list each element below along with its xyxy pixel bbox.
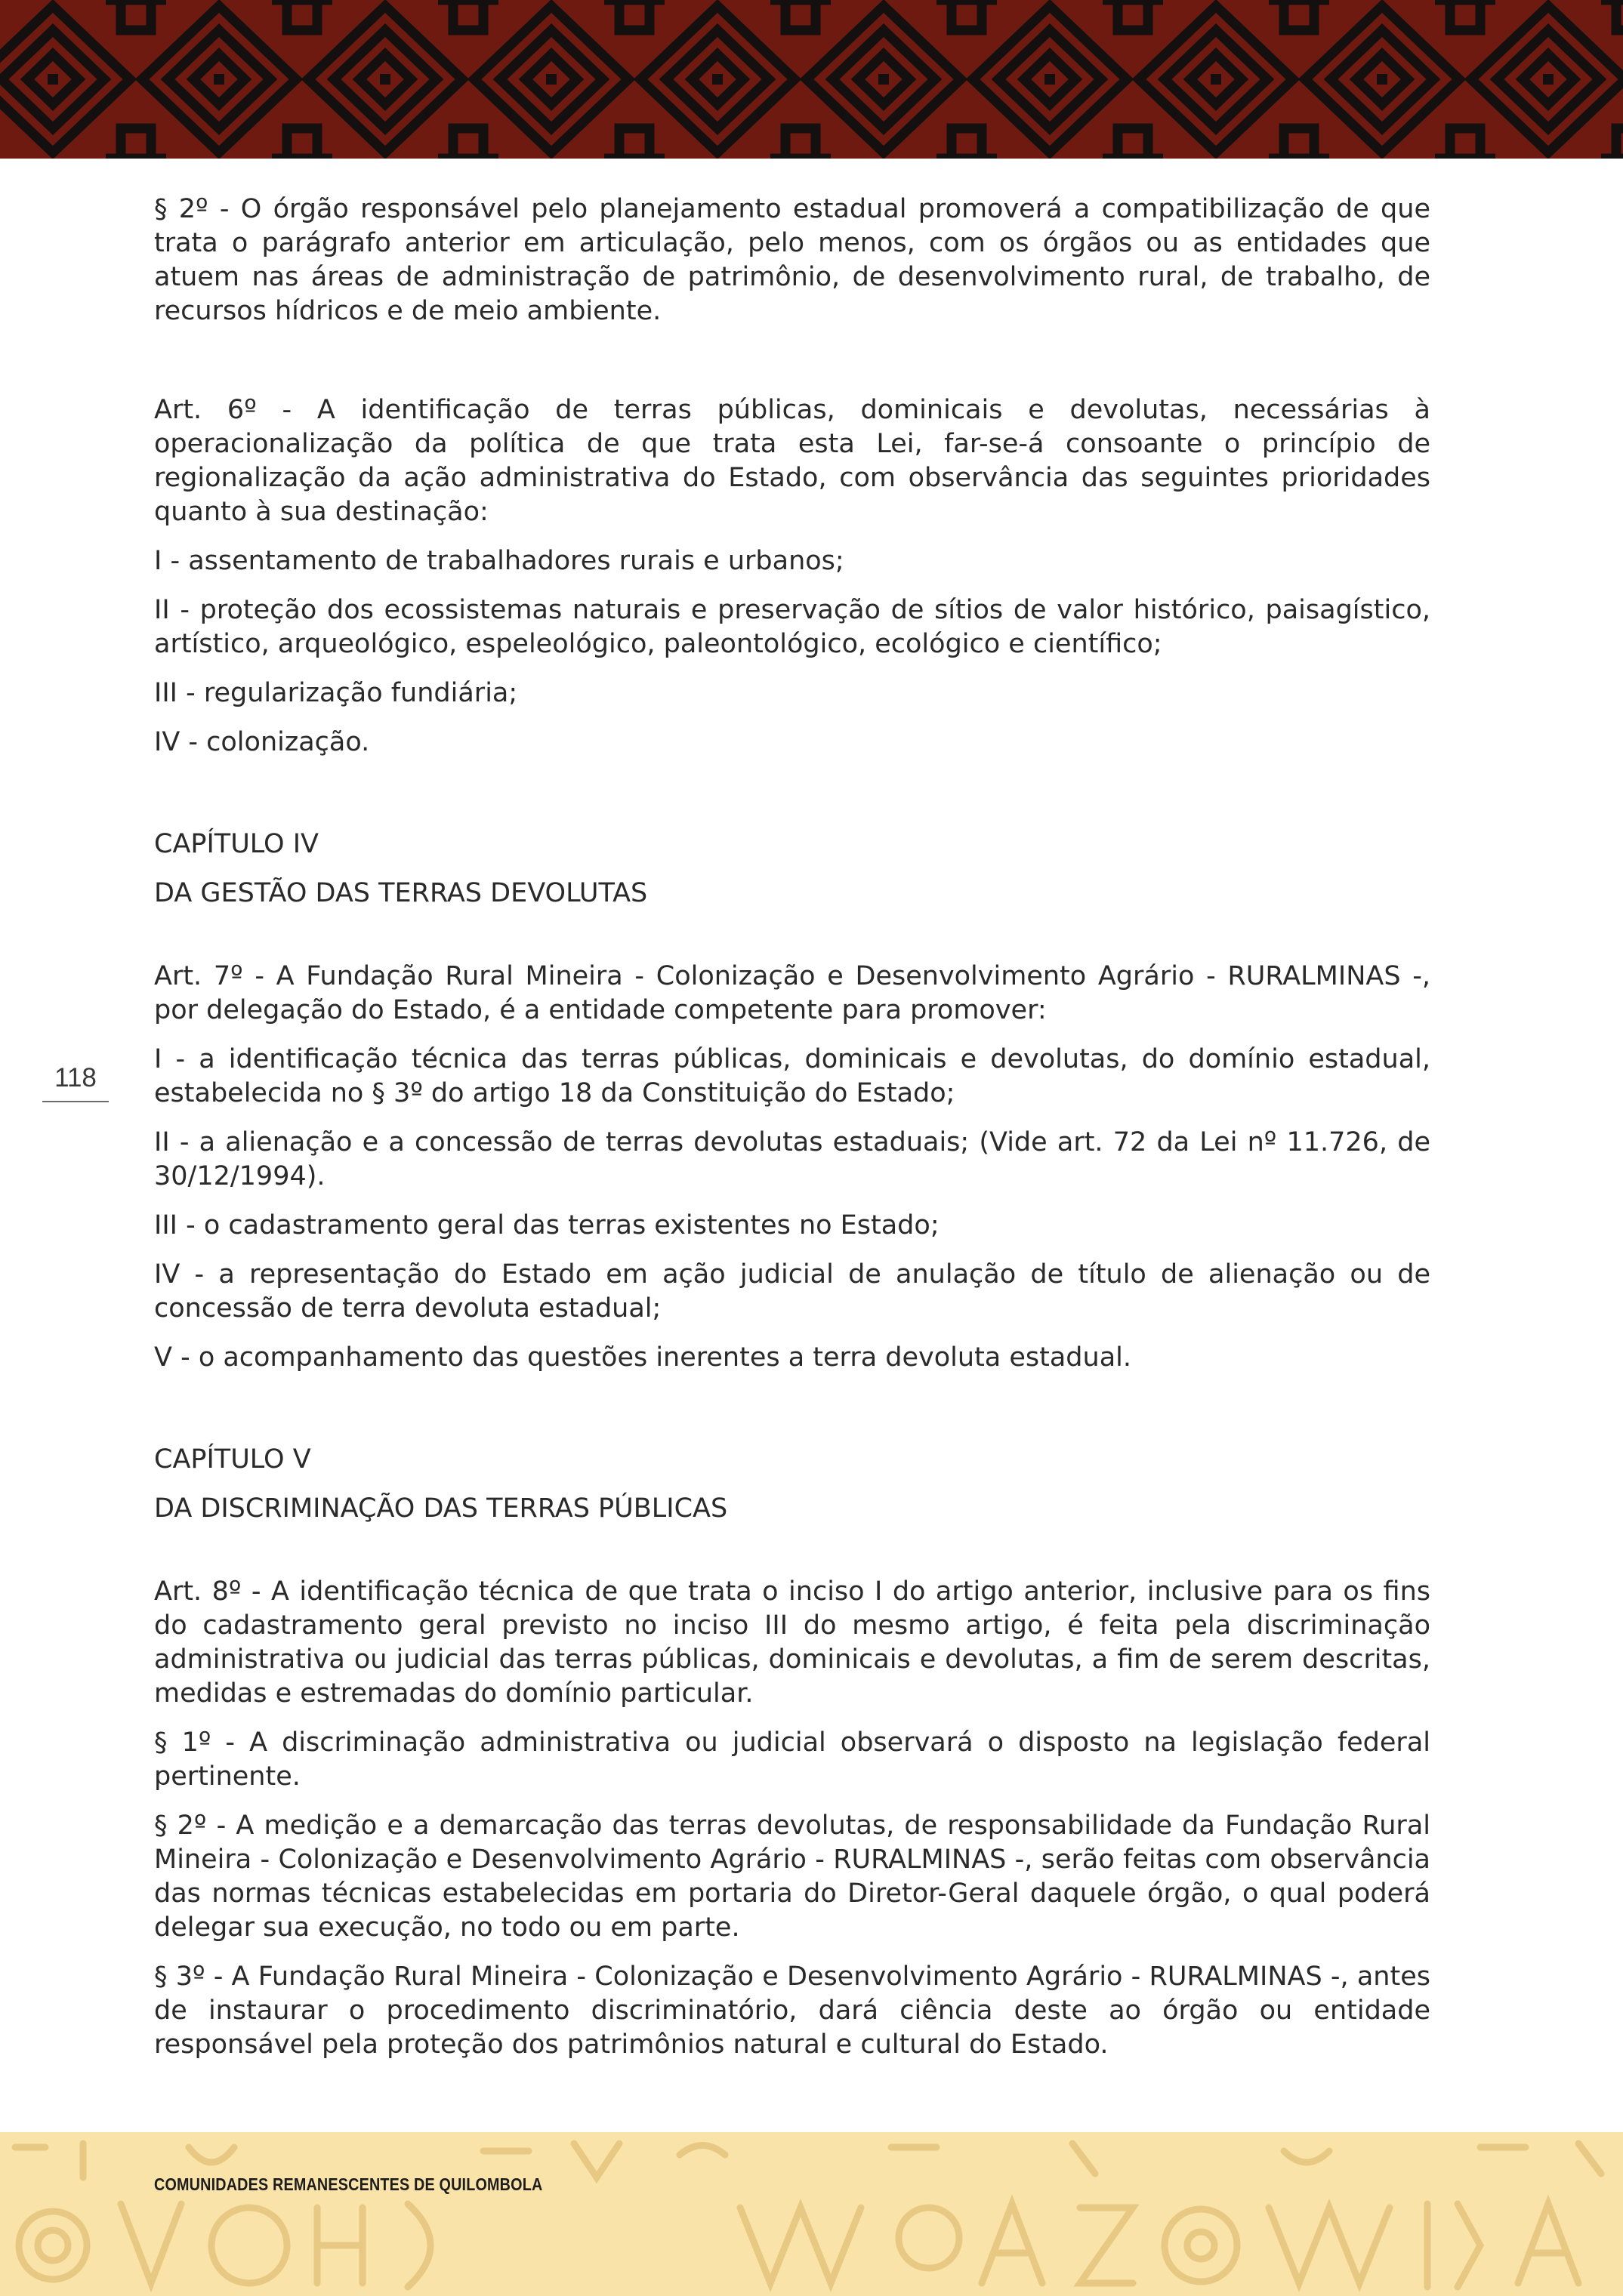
- chapter-4-title: DA GESTÃO DAS TERRAS DEVOLUTAS: [154, 878, 648, 908]
- article-8-paragraph-2: § 2º - A medição e a demarcação das terras devolutas, de responsabilidade da Fundação Rural Mineira - Colonização e Desenvolvimento Agrário - RURALMINAS -, serão feitas com observância das normas técnicas estabelecidas em portaria do Diretor-Geral daquele órgão, o qual poderá delegar sua execução, no todo ou em parte.: [154, 1811, 1430, 1943]
- article-7: Art. 7º - A Fundação Rural Mineira - Colonização e Desenvolvimento Agrário - RURALMINAS -, por delegação do Estado, é a entidade competente para promover:: [154, 961, 1430, 1025]
- article-6-item-i: I - assentamento de trabalhadores rurais e urbanos;: [154, 546, 844, 576]
- article-6-item-iii: III - regularização fundiária;: [154, 678, 518, 708]
- chapter-5-heading: CAPÍTULO V: [154, 1444, 311, 1475]
- article-6-item-iv: IV - colonização.: [154, 727, 370, 757]
- decorative-header-banner: [0, 0, 1623, 159]
- article-7-item-iv: IV - a representação do Estado em ação judicial de anulação de título de alienação ou de concessão de terra devoluta estadual;: [154, 1259, 1430, 1324]
- page-number: 118: [42, 1063, 109, 1102]
- article-6: Art. 6º - A identificação de terras públicas, dominicais e devolutas, necessárias à operacionalização da política de que trata esta Lei, far-se-á consoante o princípio de regionalização da ação administrativa do Estado, com observância das seguintes prioridades quanto à sua destinação:: [154, 395, 1430, 527]
- article-7-item-i: I - a identificação técnica das terras públicas, dominicais e devolutas, do domínio estadual, estabelecida no § 3º do artigo 18 da Constituição do Estado;: [154, 1044, 1430, 1108]
- article-7-item-iii: III - o cadastramento geral das terras existentes no Estado;: [154, 1210, 940, 1240]
- article-6-item-ii: II - proteção dos ecossistemas naturais e preservação de sítios de valor histórico, paisagístico, artístico, arqueológico, espeleológico, paleontológico, ecológico e científico;: [154, 595, 1430, 659]
- paragraph-2: § 2º - O órgão responsável pelo planejamento estadual promoverá a compatibilização de que trata o parágrafo anterior em articulação, pelo menos, com os órgãos ou as entidades que atuem nas áreas de administração de patrimônio, de desenvolvimento rural, de trabalho, de recursos hídricos e de meio ambiente.: [154, 194, 1430, 326]
- document-body: [154, 193, 1430, 2062]
- article-7-item-ii: II - a alienação e a concessão de terras devolutas estaduais; (Vide art. 72 da Lei nº 11.726, de 30/12/1994).: [154, 1127, 1430, 1191]
- article-8-paragraph-3: § 3º - A Fundação Rural Mineira - Colonização e Desenvolvimento Agrário - RURALMINAS -, antes de instaurar o procedimento discriminatório, dará ciência deste ao órgão ou entidade responsável pela proteção dos patrimônios natural e cultural do Estado.: [154, 1962, 1430, 2060]
- article-7-item-v: V - o acompanhamento das questões inerentes a terra devoluta estadual.: [154, 1342, 1132, 1373]
- publication-title: COMUNIDADES REMANESCENTES DE QUILOMBOLA: [154, 2174, 543, 2194]
- article-8-paragraph-1: § 1º - A discriminação administrativa ou judicial observará o disposto na legislação federal pertinente.: [154, 1727, 1430, 1792]
- article-8: Art. 8º - A identificação técnica de que trata o inciso I do artigo anterior, inclusive para os fins do cadastramento geral previsto no inciso III do mesmo artigo, é feita pela discriminação administrativa ou judicial das terras públicas, dominicais e devolutas, a fim de serem descritas, medidas e estremadas do domínio particular.: [154, 1576, 1430, 1709]
- chapter-4-heading: CAPÍTULO IV: [154, 829, 319, 859]
- decorative-footer-band: [0, 2132, 1623, 2296]
- chapter-5-title: DA DISCRIMINAÇÃO DAS TERRAS PÚBLICAS: [154, 1493, 728, 1524]
